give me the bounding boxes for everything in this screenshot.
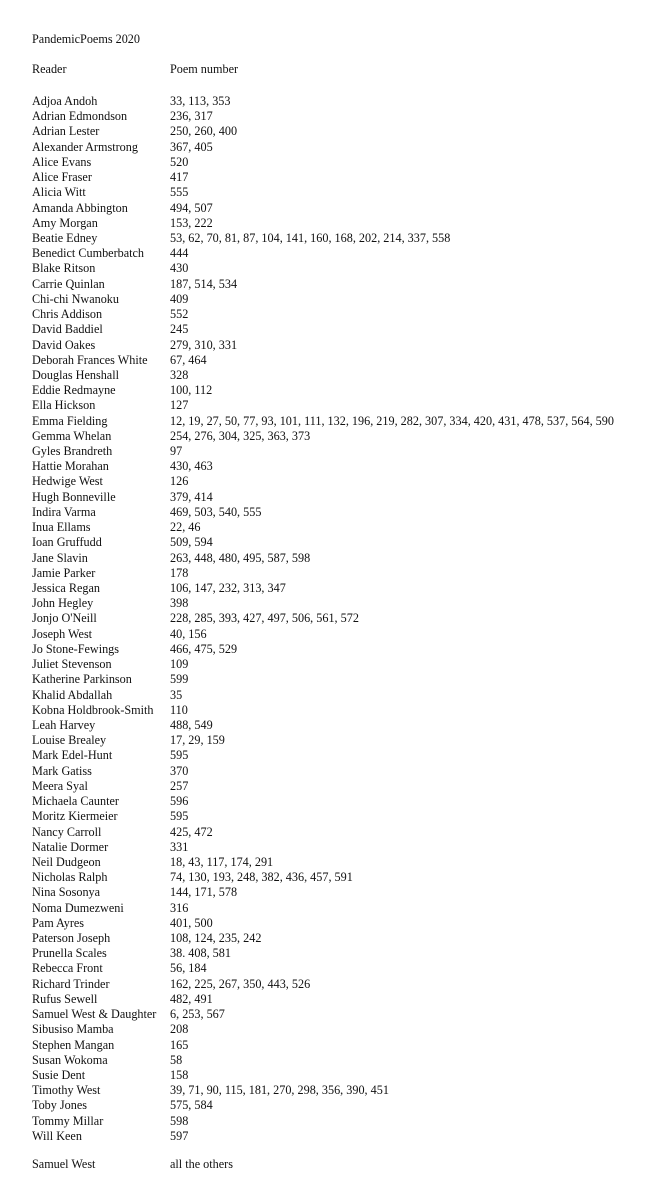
table-row [32,657,632,672]
poem-numbers: 178 [170,565,189,580]
poem-numbers: 430, 463 [170,459,213,474]
table-row [32,1038,632,1053]
poem-numbers: 430 [170,261,189,276]
reader-name: Khalid Abdallah [32,687,113,702]
poem-numbers: 466, 475, 529 [170,641,238,656]
reader-name: Jamie Parker [32,565,96,580]
reader-name: Mark Gatiss [32,763,92,778]
table-row [32,688,632,703]
table-row [32,672,632,687]
table-row [32,1068,632,1083]
poem-numbers: 106, 147, 232, 313, 347 [170,581,286,595]
poem-numbers: 187, 514, 534 [170,276,238,291]
table-row [32,1053,632,1068]
reader-name: Hattie Morahan [32,459,109,474]
reader-name: Susie Dent [32,1068,86,1082]
poem-numbers: 22, 46 [170,520,201,535]
reader-list [32,94,632,1144]
reader-name: Alice Fraser [32,170,92,185]
poem-numbers: 18, 43, 117, 174, 291 [170,854,274,869]
reader-name: Ella Hickson [32,398,96,413]
reader-name: Adrian Lester [32,124,100,139]
reader-name: Samuel West & Daughter [32,1007,157,1022]
poem-numbers: 488, 549 [170,717,213,732]
table-row [32,444,632,459]
reader-name: Nancy Carroll [32,824,102,839]
reader-name: Katherine Parkinson [32,672,132,687]
poem-numbers: 595 [170,748,189,763]
poem-numbers: 236, 317 [170,109,213,124]
table-row [32,794,632,809]
reader-name: Jo Stone-Fewings [32,641,120,656]
table-row [32,124,632,139]
poem-numbers: 279, 310, 331 [170,337,238,352]
poem-numbers: 257 [170,778,189,793]
poem-numbers: 162, 225, 267, 350, 443, 526 [170,976,311,991]
table-row [32,414,632,429]
table-row [32,261,632,276]
poem-numbers: 6, 253, 567 [170,1007,225,1022]
poem-numbers: 328 [170,367,189,382]
table-row [32,353,632,368]
poem-numbers: 208 [170,1022,189,1037]
poem-numbers: 58 [170,1052,183,1067]
poem-numbers: 409 [170,291,189,306]
reader-name: Will Keen [32,1128,82,1143]
reader-name: Natalie Dormer [32,839,109,854]
poem-numbers: 316 [170,900,189,915]
poem-numbers: 417 [170,170,189,185]
table-row [32,611,632,626]
table-row [32,520,632,535]
reader-name: Neil Dudgeon [32,854,101,869]
poem-numbers: 494, 507 [170,200,213,215]
reader-name: Jonjo O'Neill [32,611,97,626]
table-row [32,764,632,779]
reader-name: Chi-chi Nwanoku [32,291,119,306]
table-row [32,1129,632,1144]
poem-numbers: 575, 584 [170,1098,213,1113]
table-row [32,429,632,444]
poem-numbers: 127 [170,398,189,413]
reader-name: Adrian Edmondson [32,109,128,124]
reader-name: John Hegley [32,596,94,611]
table-row [32,535,632,550]
reader-name: Beatie Edney [32,230,98,245]
table-row [32,490,632,505]
poem-numbers: 379, 414 [170,489,213,504]
table-row [32,459,632,474]
table-row [32,231,632,246]
table-row [32,703,632,718]
reader-name: Ioan Gruffudd [32,535,102,550]
reader-name: Douglas Henshall [32,367,119,382]
poem-numbers: 401, 500 [170,915,213,930]
reader-name: Amy Morgan [32,215,98,230]
reader-name: Moritz Kiermeier [32,809,118,824]
reader-name: David Oakes [32,337,96,352]
table-row [32,642,632,657]
poem-numbers: 158 [170,1068,189,1082]
reader-name: Timothy West [32,1083,101,1098]
footer-poems: all the others [170,1157,233,1172]
reader-name: Noma Dumezweni [32,900,124,915]
table-row [32,733,632,748]
reader-name: Benedict Cumberbatch [32,246,145,261]
reader-name: Nicholas Ralph [32,870,108,885]
reader-name: Rufus Sewell [32,991,98,1006]
table-row [32,246,632,261]
table-row [32,368,632,383]
poem-numbers: 370 [170,763,189,778]
table-row [32,901,632,916]
poem-numbers: 595 [170,809,189,824]
poem-numbers: 144, 171, 578 [170,885,238,900]
poem-numbers: 56, 184 [170,961,207,976]
reader-name: Hugh Bonneville [32,489,116,504]
reader-name: Gyles Brandreth [32,444,113,459]
reader-name: Pam Ayres [32,915,85,930]
reader-name: Deborah Frances White [32,352,148,367]
table-row [32,140,632,155]
reader-name: Prunella Scales [32,946,107,961]
poem-numbers: 520 [170,154,189,169]
table-row [32,1114,632,1129]
poem-numbers: 39, 71, 90, 115, 181, 270, 298, 356, 390, 451 [170,1083,389,1098]
poem-numbers: 331 [170,839,189,854]
poem-number-column-header: Poem number [170,62,239,76]
poem-numbers: 40, 156 [170,626,207,641]
table-row [32,581,632,596]
table-row [32,94,632,109]
reader-name: Inua Ellams [32,520,91,535]
reader-name: Adjoa Andoh [32,94,98,108]
table-row [32,855,632,870]
reader-name: Paterson Joseph [32,931,111,946]
poem-numbers: 245 [170,322,189,337]
table-row [32,505,632,520]
poem-numbers: 100, 112 [170,383,213,398]
table-row [32,201,632,216]
reader-name: Jane Slavin [32,550,88,565]
reader-name: Joseph West [32,626,93,641]
poem-numbers: 425, 472 [170,824,213,839]
reader-name: Mark Edel-Hunt [32,748,113,763]
poem-numbers: 109 [170,657,189,672]
poem-numbers: 552 [170,307,189,322]
table-row [32,596,632,611]
reader-name: Alicia Witt [32,185,86,200]
reader-name: Kobna Holdbrook-Smith [32,702,154,717]
table-row [32,809,632,824]
footer-reader: Samuel West [32,1157,96,1172]
table-row [32,566,632,581]
poem-numbers: 67, 464 [170,352,207,367]
reader-name: Chris Addison [32,307,103,322]
table-row [32,216,632,231]
table-row [32,398,632,413]
reader-name: Eddie Redmayne [32,383,116,398]
reader-name: Alice Evans [32,154,92,169]
reader-name: Stephen Mangan [32,1037,115,1052]
poem-numbers: 12, 19, 27, 50, 77, 93, 101, 111, 132, 196, 219, 282, 307, 334, 420, 431, 478, 537, 564, 590 [170,413,614,428]
poem-numbers: 469, 503, 540, 555 [170,504,262,519]
table-row [32,1083,632,1098]
reader-name: Toby Jones [32,1098,88,1113]
poem-numbers: 367, 405 [170,139,213,154]
table-row [32,277,632,292]
poem-numbers: 126 [170,474,189,489]
poem-numbers: 482, 491 [170,991,213,1006]
poem-numbers: 444 [170,246,189,261]
reader-name: Meera Syal [32,778,88,793]
document-page [32,31,632,1172]
reader-name: Michaela Caunter [32,794,119,809]
poem-numbers: 599 [170,672,189,687]
poem-numbers: 74, 130, 193, 248, 382, 436, 457, 591 [170,870,353,885]
table-row [32,1098,632,1113]
table-row [32,977,632,992]
reader-name: Louise Brealey [32,733,107,748]
reader-name: Leah Harvey [32,717,96,732]
reader-name: Indira Varma [32,504,96,519]
poem-numbers: 17, 29, 159 [170,733,225,748]
footer-row [32,1156,632,1172]
reader-name: Emma Fielding [32,413,108,428]
table-row [32,627,632,642]
poem-numbers: 38. 408, 581 [170,946,231,961]
reader-name: Rebecca Front [32,961,103,976]
table-row [32,1007,632,1022]
table-row [32,870,632,885]
reader-name: Jessica Regan [32,581,101,595]
table-row [32,322,632,337]
table-row [32,916,632,931]
table-row [32,1022,632,1037]
reader-name: Juliet Stevenson [32,657,112,672]
poem-numbers: 33, 113, 353 [170,94,231,108]
reader-name: Hedwige West [32,474,103,489]
poem-numbers: 254, 276, 304, 325, 363, 373 [170,428,311,443]
table-row [32,885,632,900]
table-row [32,992,632,1007]
reader-name: Susan Wokoma [32,1052,108,1067]
poem-numbers: 110 [170,702,188,717]
poem-numbers: 153, 222 [170,215,213,230]
poem-numbers: 228, 285, 393, 427, 497, 506, 561, 572 [170,611,359,626]
reader-name: Nina Sosonya [32,885,101,900]
poem-numbers: 398 [170,596,189,611]
table-row [32,931,632,946]
table-row [32,383,632,398]
table-row [32,718,632,733]
poem-numbers: 35 [170,687,183,702]
table-row [32,292,632,307]
reader-name: Sibusiso Mamba [32,1022,114,1037]
table-row [32,474,632,489]
poem-numbers: 555 [170,185,189,200]
column-headers [32,61,632,77]
poem-numbers: 596 [170,794,189,809]
reader-name: Richard Trinder [32,976,110,991]
reader-name: Gemma Whelan [32,428,112,443]
reader-name: Alexander Armstrong [32,139,138,154]
document-title: PandemicPoems 2020 [32,32,140,46]
table-row [32,961,632,976]
table-row [32,170,632,185]
poem-numbers: 250, 260, 400 [170,124,238,139]
table-row [32,748,632,763]
poem-numbers: 597 [170,1128,189,1143]
table-row [32,307,632,322]
poem-numbers: 598 [170,1113,189,1128]
reader-name: Blake Ritson [32,261,96,276]
poem-numbers: 165 [170,1037,189,1052]
table-row [32,185,632,200]
poem-numbers: 509, 594 [170,535,213,550]
table-row [32,779,632,794]
table-row [32,338,632,353]
poem-numbers: 108, 124, 235, 242 [170,931,262,946]
reader-name: Carrie Quinlan [32,276,105,291]
table-row [32,551,632,566]
reader-name: Tommy Millar [32,1113,104,1128]
table-row [32,946,632,961]
table-row [32,840,632,855]
reader-column-header: Reader [32,62,67,76]
reader-name: David Baddiel [32,322,103,337]
table-row [32,825,632,840]
poem-numbers: 53, 62, 70, 81, 87, 104, 141, 160, 168, 202, 214, 337, 558 [170,230,451,245]
reader-name: Amanda Abbington [32,200,128,215]
poem-numbers: 263, 448, 480, 495, 587, 598 [170,550,311,565]
table-row [32,109,632,124]
table-row [32,155,632,170]
poem-numbers: 97 [170,444,183,459]
